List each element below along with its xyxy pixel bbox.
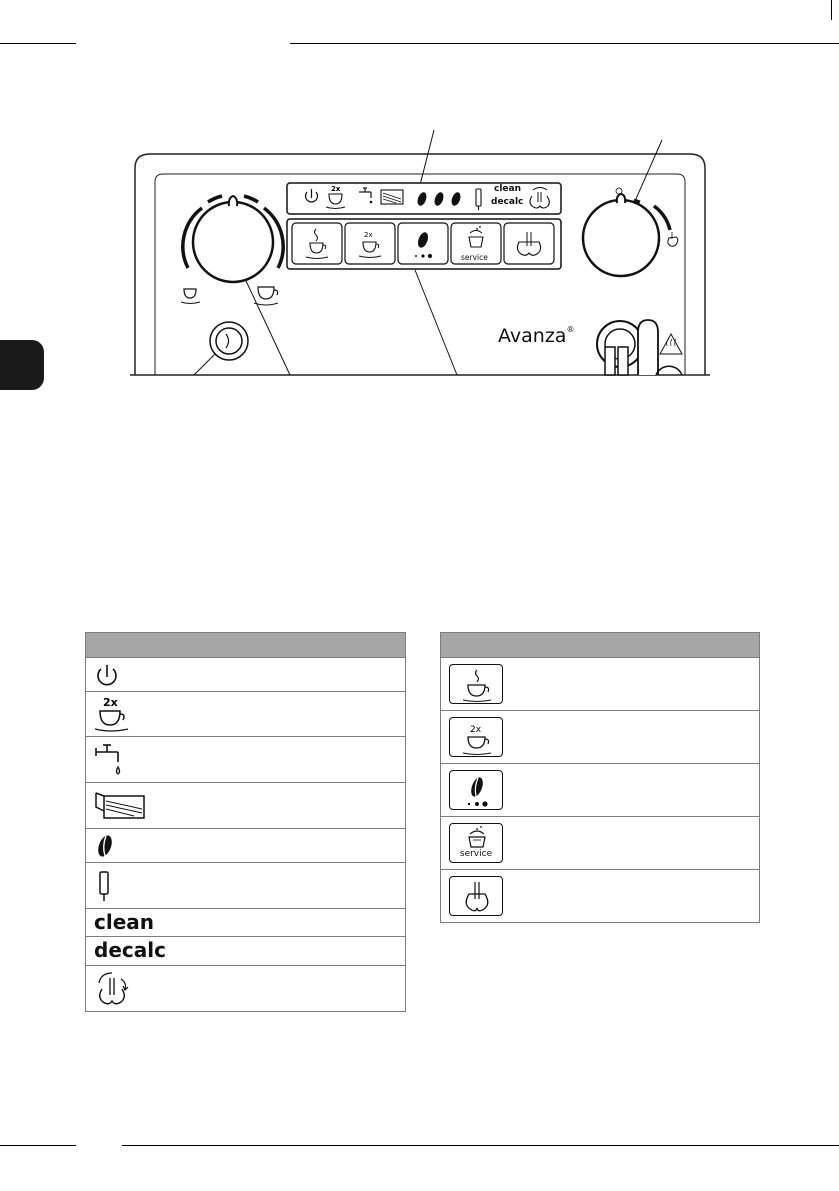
table-row <box>441 711 760 764</box>
svg-text:2x: 2x <box>364 231 373 239</box>
brand-name: Avanza <box>498 325 567 347</box>
table-row <box>86 829 406 863</box>
top-rule-right <box>290 43 839 44</box>
service-label: service <box>459 849 493 859</box>
table-row <box>86 863 406 909</box>
registered-mark: ® <box>566 325 575 334</box>
display-decalc-label: decalc <box>491 197 524 207</box>
table-header <box>86 633 406 658</box>
steam-button-icon <box>449 876 503 916</box>
display-symbols-table <box>85 632 406 1012</box>
double-cup-button-label: 2x <box>470 725 482 735</box>
display-clean-label: clean <box>494 184 522 194</box>
chapter-tab <box>0 340 44 390</box>
aroma-button-icon <box>449 770 503 810</box>
double-cup-icon <box>94 695 134 733</box>
table-row <box>86 783 406 829</box>
table-row <box>86 658 406 692</box>
double-cup-label: 2x <box>103 696 118 709</box>
table-header <box>441 633 760 658</box>
crop-mark-top <box>831 0 832 20</box>
button-row-drawing <box>287 219 561 269</box>
table-row <box>86 692 406 737</box>
drip-tray-icon <box>94 789 148 823</box>
steam-rotate-icon <box>94 969 130 1009</box>
cup-size-knob-drawing <box>181 196 283 305</box>
panel-drawing <box>130 122 710 377</box>
table-row <box>441 817 760 870</box>
steam-knob-drawing <box>583 188 678 276</box>
coffee-bean-icon <box>94 832 116 860</box>
panel-service-label: service <box>461 253 488 262</box>
brand-logo <box>498 325 574 347</box>
table-row <box>86 966 406 1012</box>
clean-label: clean <box>94 909 155 934</box>
decalc-label: decalc <box>94 938 166 962</box>
table-row <box>441 870 760 923</box>
water-filter-icon <box>94 868 114 904</box>
table-row <box>86 937 406 966</box>
control-panel-illustration <box>130 122 710 377</box>
buttons-table <box>440 632 760 923</box>
table-row <box>441 658 760 711</box>
svg-text:2x: 2x <box>331 185 341 193</box>
table-row <box>86 737 406 783</box>
power-button-drawing <box>210 322 248 360</box>
table-row <box>441 764 760 817</box>
water-tap-icon <box>94 740 128 780</box>
service-button-icon <box>449 823 503 863</box>
power-icon <box>94 662 120 688</box>
single-cup-button-icon <box>449 664 503 704</box>
double-cup-button-icon <box>449 717 503 757</box>
bottom-rule-right <box>122 1145 839 1146</box>
top-rule-left <box>0 43 76 44</box>
bottom-rule-left <box>0 1145 76 1146</box>
steam-wand-drawing <box>597 320 682 375</box>
table-row <box>86 909 406 937</box>
